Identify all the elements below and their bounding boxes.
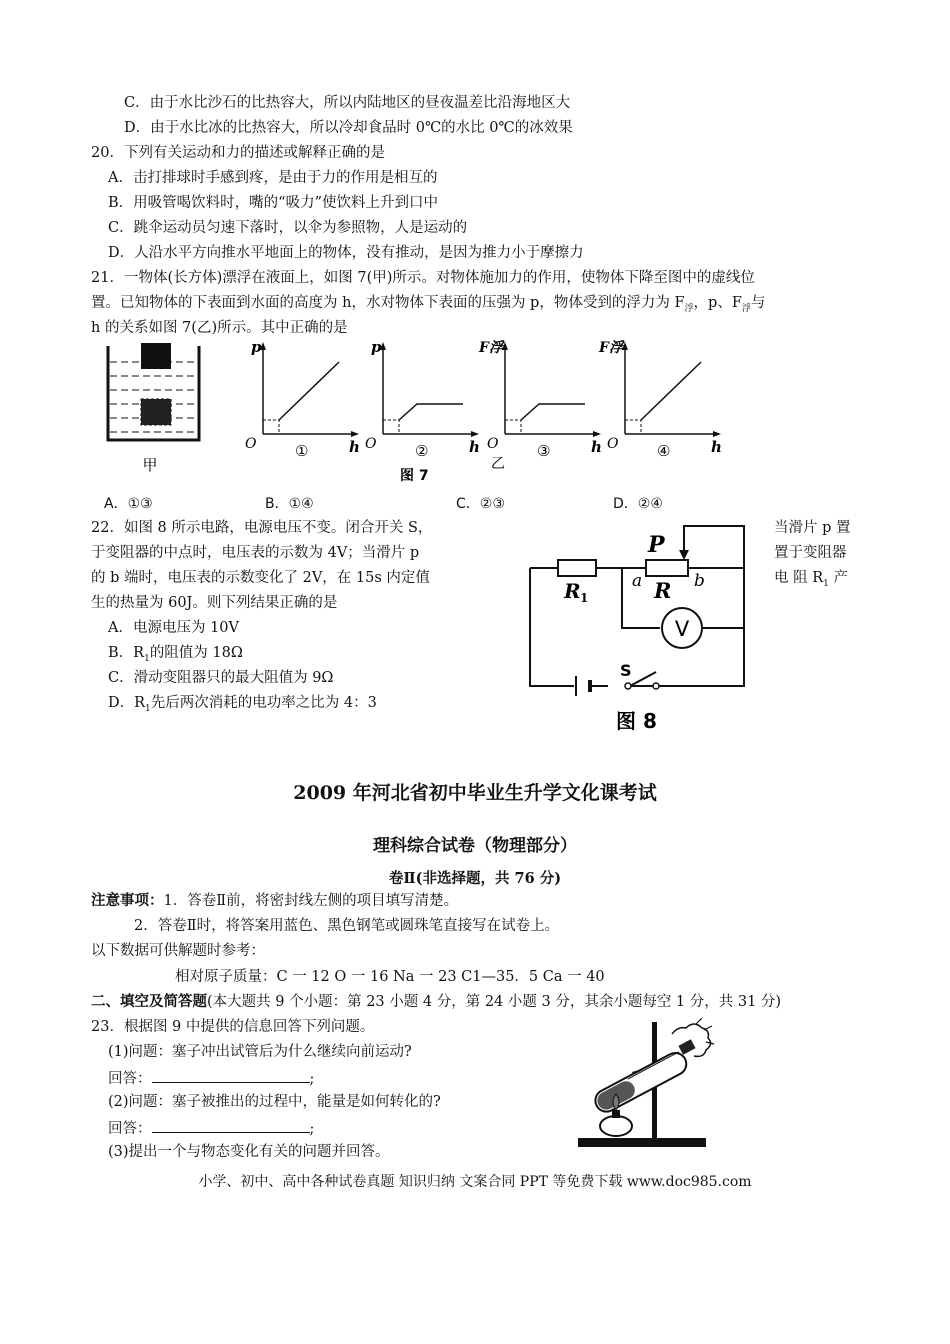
q21-option-d: D．②④ <box>613 496 663 512</box>
svg-text:F浮: F浮 <box>479 340 503 356</box>
stopper-icon <box>678 1039 695 1054</box>
exam-title: 2009 年河北省初中毕业生升学文化课考试 <box>293 782 657 804</box>
graph-3 <box>478 339 602 460</box>
svg-text:a: a <box>632 571 643 591</box>
svg-text:1: 1 <box>580 591 589 605</box>
alcohol-lamp-icon <box>600 1116 632 1136</box>
svg-text:O: O <box>365 436 377 452</box>
svg-text:P: P <box>648 532 665 558</box>
q19-option-c: C．由于水比沙石的比热容大，所以内陆地区的昼夜温差比沿海地区大 <box>124 95 571 111</box>
svg-text:R: R <box>654 578 672 603</box>
q20-option-b: B．用吸管喝饮料时，嘴的“吸力”使饮料上升到口中 <box>108 195 438 211</box>
fig7-label-yi: 乙 <box>491 456 505 472</box>
notice-line1: 注意事项：1．答卷Ⅱ前，将密封线左侧的项目填写清楚。 <box>91 892 459 909</box>
svg-text:p: p <box>371 338 382 356</box>
figure-8-circuit <box>520 522 756 736</box>
section-title: 卷Ⅱ(非选择题，共 76 分) <box>388 870 562 887</box>
svg-text:h: h <box>469 438 480 456</box>
q21-line2: 置。已知物体的下表面到水面的高度为 h，水对物体下表面的压强为 p，物体受到的浮力为 $F_浮$，p、$F_浮$与 <box>91 295 766 314</box>
q23-answer-1: 回答： ; <box>108 1067 314 1089</box>
q22-option-c: C．滑动变阻器只的最大阻值为 9Ω <box>108 670 334 686</box>
svg-text:O: O <box>487 436 499 452</box>
svg-text:②: ② <box>415 442 429 460</box>
q23-stem: 23．根据图 9 中提供的信息回答下列问题。 <box>91 1019 375 1035</box>
svg-text:F浮: F浮 <box>599 340 623 356</box>
q20-option-a: A．击打排球时手感到疼，是由于力的作用是相互的 <box>108 170 438 186</box>
stand-base <box>578 1138 706 1147</box>
part2-heading: 二、填空及简答题(本大题共 9 个小题：第 23 小题 4 分，第 24 小题 3 分，其余小题每空 1 分，共 31 分) <box>91 993 782 1010</box>
q22-line3-left: 的 b 端时，电压表的示数变化了 2V，在 15s 内定值 <box>91 570 430 586</box>
answer-blank-2[interactable] <box>152 1117 310 1133</box>
q22-line2-right: 置于变阻器 <box>774 545 847 561</box>
svg-text:h: h <box>349 438 360 456</box>
svg-text:h: h <box>711 438 722 456</box>
q21-option-c: C．②③ <box>456 496 505 512</box>
q22-option-d: D．$R_1$先后两次消耗的电功率之比为 4：3 <box>108 695 377 714</box>
test-tube <box>592 1049 691 1115</box>
q19-option-d: D．由于水比冰的比热容大，所以冷却食品时 0℃的水比 0℃的冰效果 <box>124 120 573 136</box>
floating-block <box>141 343 171 369</box>
submerged-block-dashed <box>141 399 171 425</box>
q21-option-b: B．①④ <box>265 496 314 512</box>
fig8-caption: 图 8 <box>616 709 657 733</box>
rheostat-r <box>646 560 688 576</box>
svg-text:O: O <box>245 436 257 452</box>
resistor-r1 <box>558 560 596 576</box>
q20-option-c: C．跳伞运动员匀速下落时，以伞为参照物，人是运动的 <box>108 220 468 236</box>
svg-text:V: V <box>674 617 690 641</box>
q22-line3-right: 电 阻 $R_1$ 产 <box>774 570 848 589</box>
q22-line1-left: 22．如图 8 所示电路，电源电压不变。闭合开关 S， <box>91 520 433 536</box>
q20-stem: 20．下列有关运动和力的描述或解释正确的是 <box>91 145 385 161</box>
notice-line2: 2．答卷Ⅱ时，将答案用蓝色、黑色钢笔或圆珠笔直接写在试卷上。 <box>134 918 560 934</box>
fig7-label-jia: 甲 <box>142 456 158 474</box>
q21-line1: 21．一物体(长方体)漂浮在液面上，如图 7(甲)所示。对物体施加力的作用，使物体下降至图中的虚线位 <box>91 270 755 286</box>
svg-text:p: p <box>251 338 262 356</box>
svg-text:③: ③ <box>537 442 551 460</box>
q22-line1-right: 当滑片 p 置 <box>774 520 851 536</box>
svg-text:①: ① <box>295 442 309 460</box>
q22-option-a: A．电源电压为 10V <box>108 620 240 636</box>
graph-1 <box>245 338 360 460</box>
q21-option-a: A．①③ <box>104 496 153 512</box>
graph-4 <box>598 339 722 460</box>
q23-answer-2: 回答： ; <box>108 1117 314 1139</box>
reference-note: 以下数据可供解题时参考： <box>91 943 265 959</box>
q20-option-d: D．人沿水平方向推水平地面上的物体，没有推动，是因为推力小于摩擦力 <box>108 245 584 261</box>
exam-subtitle: 理科综合试卷（物理部分） <box>373 836 577 856</box>
svg-text:④: ④ <box>657 442 671 460</box>
figure-7 <box>95 334 735 494</box>
q23-question-2: (2)问题：塞子被推出的过程中，能量是如何转化的? <box>108 1094 441 1110</box>
q22-option-b: B．$R_1$的阻值为 18Ω <box>108 645 243 664</box>
q21-line3: h 的关系如图 7(乙)所示。其中正确的是 <box>91 320 348 336</box>
answer-blank-1[interactable] <box>152 1067 310 1083</box>
svg-text:R: R <box>564 579 581 603</box>
figure-9-test-tube <box>572 1014 722 1152</box>
graph-2 <box>365 338 480 460</box>
fig7-caption: 图 7 <box>400 468 429 484</box>
svg-text:S: S <box>620 661 632 680</box>
q23-question-3: (3)提出一个与物态变化有关的问题并回答。 <box>108 1144 390 1160</box>
atomic-mass: 相对原子质量：C 一 12 O 一 16 Na 一 23 C1—35．5 Ca 一 40 <box>175 969 605 985</box>
q22-line4: 生的热量为 60J。则下列结果正确的是 <box>91 595 338 611</box>
page-footer: 小学、初中、高中各种试卷真题 知识归纳 文案合同 PPT 等免费下载 www.doc985.com <box>198 1174 752 1190</box>
q23-question-1: (1)问题：塞子冲出试管后为什么继续向前运动? <box>108 1044 412 1060</box>
beaker-diagram <box>108 343 199 440</box>
q22-line2-left: 于变阻器的中点时，电压表的示数为 4V；当滑片 p <box>91 545 420 561</box>
svg-text:O: O <box>607 436 619 452</box>
svg-text:b: b <box>694 571 705 591</box>
svg-text:h: h <box>591 438 602 456</box>
